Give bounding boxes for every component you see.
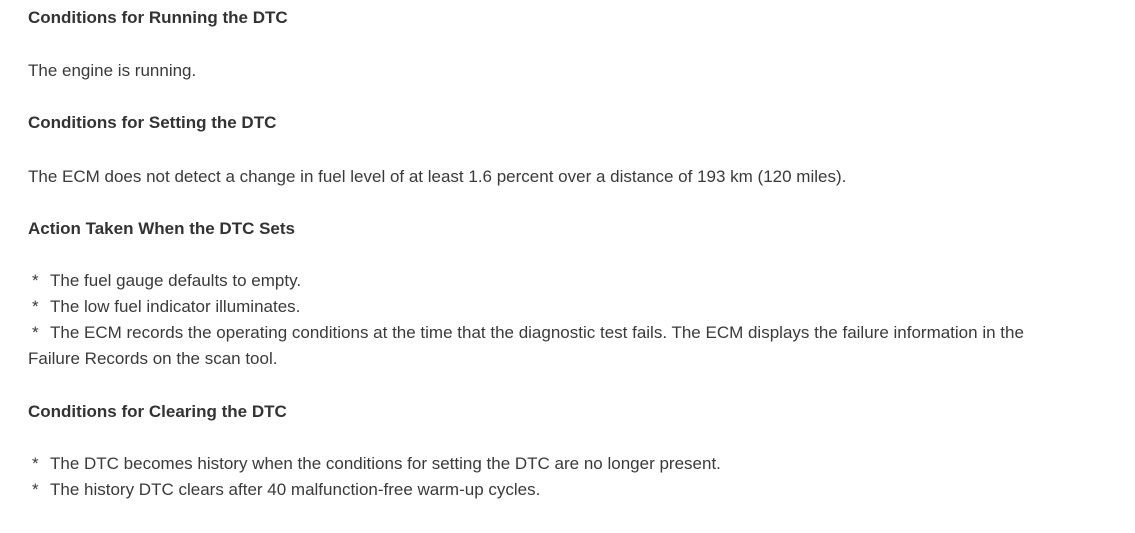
section-running [28, 8, 288, 28]
list-item-text: The ECM records the operating conditions at the time that the diagnostic test fails. The ECM displays the failure information in the [50, 323, 1024, 342]
bullet-star: * [32, 454, 39, 473]
list-item [28, 268, 1128, 294]
section-running-body [28, 61, 196, 81]
action-list [28, 268, 1128, 372]
bullet-star: * [32, 323, 39, 342]
bullet-star: * [32, 297, 39, 316]
list-item-text: The fuel gauge defaults to empty. [50, 271, 302, 290]
section-heading-clearing: Conditions for Clearing the DTC [28, 402, 287, 421]
bullet-star: * [32, 480, 39, 499]
section-heading-action: Action Taken When the DTC Sets [28, 219, 295, 238]
list-item [28, 320, 1128, 346]
section-clearing-body [28, 451, 1118, 503]
section-heading-running: Conditions for Running the DTC [28, 8, 288, 27]
list-item-text: The DTC becomes history when the conditions for setting the DTC are no longer present. [50, 454, 721, 473]
section-setting [28, 113, 276, 133]
list-item-continuation-text: Failure Records on the scan tool. [28, 349, 278, 368]
list-item [28, 451, 1118, 477]
list-item-text: The history DTC clears after 40 malfunction-free warm-up cycles. [50, 480, 541, 499]
section-action [28, 219, 295, 239]
section-heading-setting: Conditions for Setting the DTC [28, 113, 277, 132]
list-item-continuation [28, 346, 1128, 372]
section-setting-body [28, 167, 1118, 187]
list-item [28, 294, 1128, 320]
clearing-list [28, 451, 1118, 503]
list-item [28, 477, 1118, 503]
bullet-star: * [32, 271, 39, 290]
section-action-body [28, 268, 1128, 372]
section-clearing [28, 402, 287, 422]
running-condition-text: The engine is running. [28, 61, 197, 80]
list-item-text: The low fuel indicator illuminates. [50, 297, 301, 316]
setting-condition-text: The ECM does not detect a change in fuel level of at least 1.6 percent over a distance of 193 km (120 miles). [28, 167, 847, 186]
